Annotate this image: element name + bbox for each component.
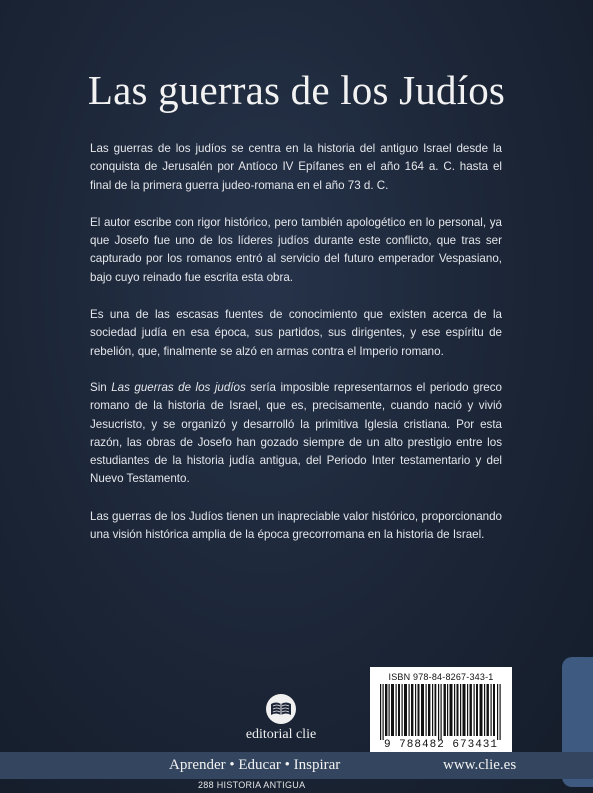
publisher-name: editorial clie (245, 727, 317, 742)
barcode-number: 9 788482 673431 (383, 739, 499, 751)
book-title: Las guerras de los Judíos (87, 67, 506, 113)
synopsis-paragraph-5: Las guerras de los Judíos tienen un inapreciable valor histórico, proporcionando una visión histórica amplia de la época grecorromana en la historia de Israel. (90, 509, 502, 542)
isbn-label: ISBN 978-84-8267-343-1 (388, 672, 494, 682)
synopsis (90, 140, 502, 562)
book-globe-icon (265, 693, 297, 725)
paragraph-4-start: Sin (90, 380, 112, 394)
category-label: 288 HISTORIA ANTIGUA (198, 780, 306, 790)
footer-bar (0, 752, 593, 779)
isbn-barcode (370, 667, 512, 756)
publisher-logo (221, 693, 341, 743)
synopsis-paragraph-4 (90, 379, 502, 489)
paragraph-4-rest: sería imposible representarnos el periodo greco romano de la historia de Israel, que es, precisamente, cuando nació y vivió Jesucristo, y se organizó y desarrolló la primitiva Iglesia cristiana. Por esta razón, las obras de Josefo han gozado siempre de un alto prestigio entre los estudiantes de la historia judía antigua, del Periodo Inter testamentario y del Nuevo Testamento. (90, 380, 502, 486)
synopsis-paragraph-3: Es una de las escasas fuentes de conocimiento que existen acerca de la sociedad judía en esa época, sus partidos, sus dirigentes, y ese espíritu de rebelión, que, finalmente se alzó en armas contra el Imperio romano. (90, 308, 502, 358)
synopsis-paragraph-1: Las guerras de los judíos se centra en la historia del antiguo Israel desde la conquista de Jerusalén por Antíoco IV Epífanes en el año 164 a. C. hasta el final de la primera guerra judeo-romana en el año 73 d. C. (90, 142, 502, 192)
publisher-tagline: Aprender • Educar • Inspirar (169, 757, 341, 773)
book-title-italic: Las guerras de los judíos (111, 380, 246, 394)
barcode-bars (378, 684, 504, 740)
publisher-website[interactable]: www.clie.es (443, 757, 517, 773)
synopsis-paragraph-2: El autor escribe con rigor histórico, pero también apologético en lo personal, ya que Josefo fue uno de los líderes judíos durante este conflicto, que tras ser capturado por los romanos entró al servicio del futuro emperador Vespasiano, bajo cuyo reinado fue escrita esta obra. (90, 215, 502, 284)
